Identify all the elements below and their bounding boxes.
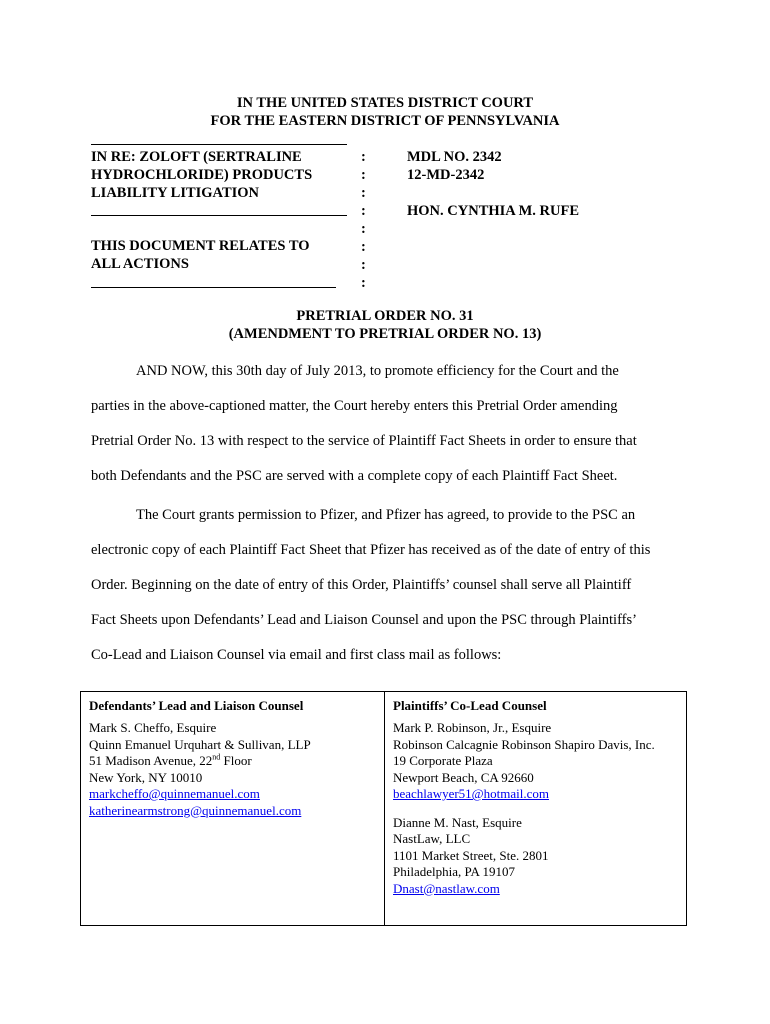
caption-colon: : <box>361 239 366 255</box>
plaintiffs-counsel1-address1: 19 Corporate Plaza <box>393 753 493 768</box>
email-link-robinson[interactable]: beachlawyer51@hotmail.com <box>393 786 549 801</box>
caption-rule-middle <box>91 215 347 216</box>
paragraph-line: Co-Lead and Liaison Counsel via email and first class mail as follows: <box>91 647 502 663</box>
paragraph-line: AND NOW, this 30th day of July 2013, to promote efficiency for the Court and the <box>136 363 619 379</box>
caption-in-re-line2: HYDROCHLORIDE) PRODUCTS <box>91 167 313 183</box>
plaintiffs-counsel1-firm: Robinson Calcagnie Robinson Shapiro Davis, Inc. <box>393 736 655 752</box>
paragraph-line: parties in the above-captioned matter, the Court hereby enters this Pretrial Order amending <box>91 398 618 414</box>
email-link-armstrong[interactable]: katherinearmstrong@quinnemanuel.com <box>89 802 302 818</box>
caption-colon-column <box>361 148 366 292</box>
email-link-nast[interactable]: Dnast@nastlaw.com <box>393 880 500 896</box>
plaintiffs-counsel2-address1: 1101 Market Street, Ste. 2801 <box>393 847 549 863</box>
plaintiffs-counsel1-name: Mark P. Robinson, Jr., Esquire <box>393 720 552 735</box>
plaintiffs-counsel2-firm: NastLaw, LLC <box>393 831 471 846</box>
court-heading-line1: IN THE UNITED STATES DISTRICT COURT <box>236 95 534 111</box>
plaintiffs-counsel2-address2: Philadelphia, PA 19107 <box>393 864 515 879</box>
caption-colon: : <box>361 275 366 291</box>
caption-rule-bottom <box>91 287 336 288</box>
defendants-counsel-firm: Quinn Emanuel Urquhart & Sullivan, LLP <box>89 736 311 752</box>
defendants-counsel-address1 <box>89 753 376 770</box>
plaintiffs-counsel2-name: Dianne M. Nast, Esquire <box>393 814 522 830</box>
address-text: 51 Madison Avenue, 22 <box>89 753 213 768</box>
defendants-counsel-header: Defendants’ Lead and Liaison Counsel <box>89 698 304 713</box>
paragraph-line: Fact Sheets upon Defendants’ Lead and Liaison Counsel and upon the PSC through Plaintiffs’ <box>91 612 637 628</box>
defendants-counsel-address2: New York, NY 10010 <box>89 769 203 785</box>
counsel-table <box>80 691 687 926</box>
paragraph-line: electronic copy of each Plaintiff Fact Sheet that Pfizer has received as of the date of entry of this <box>91 542 651 558</box>
md-number: 12-MD-2342 <box>407 167 485 183</box>
address-text: Floor <box>220 753 252 768</box>
judge-name: HON. CYNTHIA M. RUFE <box>407 203 579 219</box>
caption-colon: : <box>361 167 366 183</box>
caption-relates-line2: ALL ACTIONS <box>91 256 189 272</box>
address-superscript: nd <box>212 752 221 762</box>
paragraph-line: both Defendants and the PSC are served with a complete copy of each Plaintiff Fact Sheet. <box>91 468 618 484</box>
caption-relates-line1: THIS DOCUMENT RELATES TO <box>91 238 310 254</box>
court-heading-line2: FOR THE EASTERN DISTRICT OF PENNSYLVANIA <box>210 113 560 129</box>
caption-colon: : <box>361 185 366 201</box>
caption-colon: : <box>361 221 366 237</box>
email-link-cheffo[interactable]: markcheffo@quinnemanuel.com <box>89 786 260 801</box>
paragraph-1 <box>91 358 691 498</box>
caption-in-re-line1: IN RE: ZOLOFT (SERTRALINE <box>91 149 302 165</box>
plaintiffs-counsel1-address2: Newport Beach, CA 92660 <box>393 769 534 785</box>
paragraph-line: The Court grants permission to Pfizer, and Pfizer has agreed, to provide to the PSC an <box>136 507 636 523</box>
caption-colon: : <box>361 203 366 219</box>
plaintiffs-counsel-cell <box>385 692 687 926</box>
paragraph-2 <box>91 502 691 677</box>
mdl-number: MDL NO. 2342 <box>407 149 502 165</box>
defendants-counsel-name: Mark S. Cheffo, Esquire <box>89 720 217 735</box>
caption-colon: : <box>361 149 366 165</box>
plaintiffs-counsel-header: Plaintiffs’ Co-Lead Counsel <box>393 698 547 713</box>
paragraph-line: Order. Beginning on the date of entry of this Order, Plaintiffs’ counsel shall serve all Plaintiff <box>91 577 632 593</box>
caption-in-re-line3: LIABILITY LITIGATION <box>91 185 260 201</box>
caption-rule-top <box>91 144 347 145</box>
caption-colon: : <box>361 257 366 273</box>
order-title-line2: (AMENDMENT TO PRETRIAL ORDER NO. 13) <box>228 326 542 342</box>
defendants-counsel-cell <box>81 692 385 926</box>
paragraph-line: Pretrial Order No. 13 with respect to the service of Plaintiff Fact Sheets in order to ensure that <box>91 433 637 449</box>
order-title-line1: PRETRIAL ORDER NO. 31 <box>296 308 474 324</box>
